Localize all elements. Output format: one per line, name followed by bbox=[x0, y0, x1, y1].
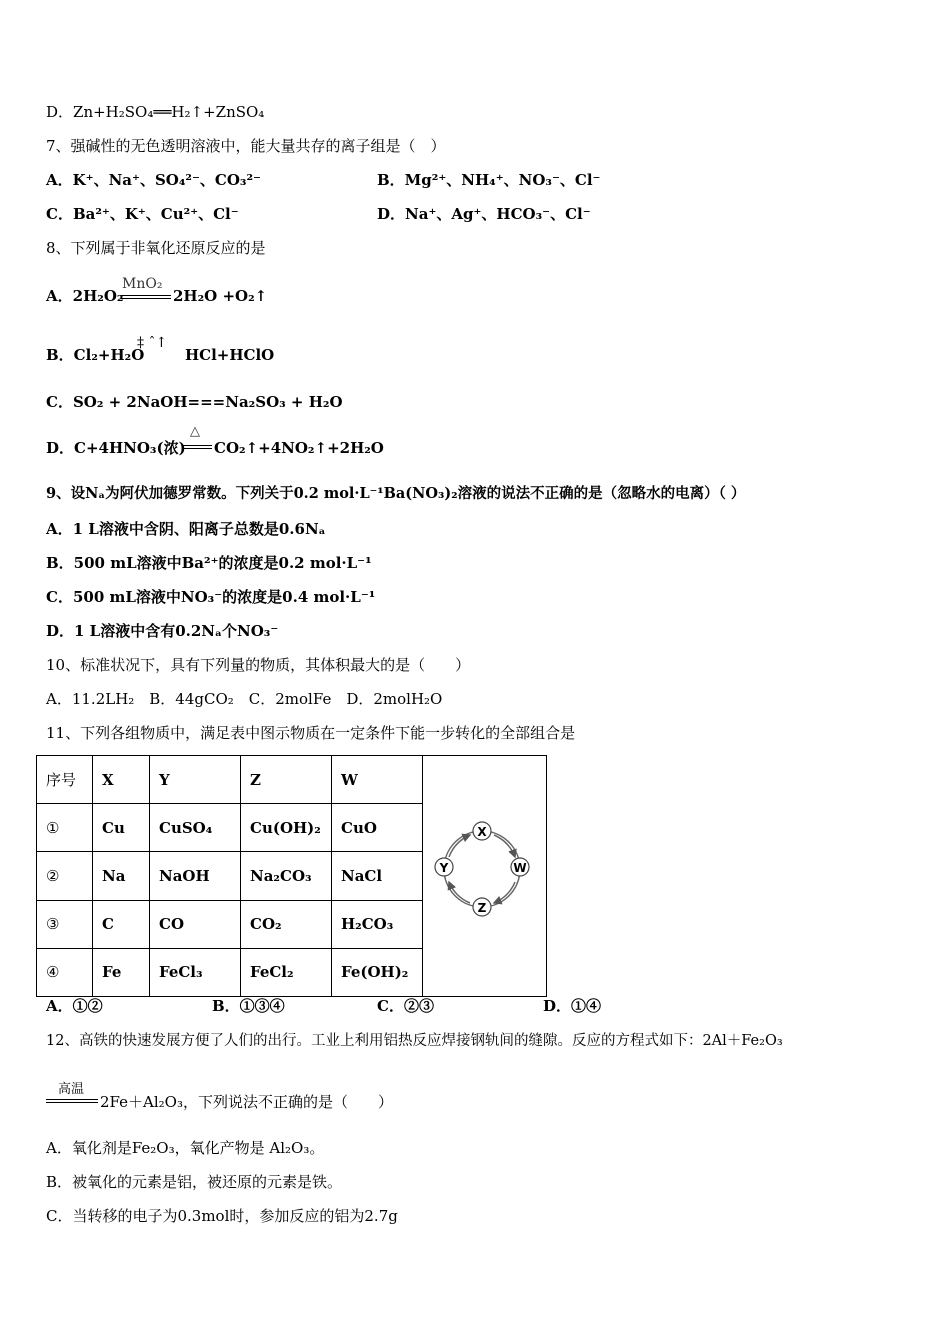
node-z bbox=[473, 898, 491, 916]
q8-b-equilibrium-glyph: ‡ ˆ↑ bbox=[137, 335, 168, 351]
q12-option-a: A．氧化剂是Fe₂O₃，氧化产物是 Al₂O₃。 bbox=[46, 1139, 325, 1157]
q12-option-c: C．当转移的电子为0.3mol时，参加反应的铝为2.7g bbox=[46, 1207, 398, 1225]
table-cell: Cu bbox=[93, 804, 150, 852]
table-cell: H₂CO₃ bbox=[332, 900, 423, 948]
q9-option-d: D．1 L溶液中含有0.2Nₐ个NO₃⁻ bbox=[46, 622, 279, 640]
table-cell: Fe bbox=[93, 948, 150, 996]
q11-stem: 11、下列各组物质中，满足表中图示物质在一定条件下能一步转化的全部组合是 bbox=[46, 724, 576, 742]
q10-stem: 10、标准状况下，具有下列量的物质，其体积最大的是（ ） bbox=[46, 656, 471, 674]
node-x-label: X bbox=[477, 825, 487, 839]
q9-option-b: B．500 mL溶液中Ba²⁺的浓度是0.2 mol·L⁻¹ bbox=[46, 554, 372, 572]
table-cell: Cu(OH)₂ bbox=[241, 804, 332, 852]
q12-stem-line1: 12、高铁的快速发展方便了人们的出行。工业上利用铝热反应焊接钢轨间的缝隙。反应的方程式如下：2Al＋Fe₂O₃ bbox=[46, 1033, 783, 1049]
node-y-label: Y bbox=[439, 861, 449, 875]
q12-condition-high-temp: 高温 bbox=[58, 1082, 85, 1097]
table-cell: Na₂CO₃ bbox=[241, 852, 332, 900]
cycle-diagram bbox=[423, 756, 546, 992]
q11-option-b: B．①③④ bbox=[212, 997, 285, 1015]
q12-stem-line2: 2Fe＋Al₂O₃，下列说法不正确的是（ ） bbox=[100, 1093, 393, 1111]
table-cell: ③ bbox=[37, 900, 93, 948]
q7-option-a: A．K⁺、Na⁺、SO₄²⁻、CO₃²⁻ bbox=[46, 171, 261, 189]
table-cell: C bbox=[93, 900, 150, 948]
table-cell: CuSO₄ bbox=[150, 804, 241, 852]
q11-option-a: A．①② bbox=[46, 997, 103, 1015]
table-header-row bbox=[37, 756, 547, 804]
q11-option-c: C．②③ bbox=[377, 997, 434, 1015]
q8-option-b-left: B．Cl₂+H₂O bbox=[46, 346, 145, 364]
q8-option-d-left: D．C+4HNO₃(浓) bbox=[46, 439, 186, 457]
table-cell: Fe(OH)₂ bbox=[332, 948, 423, 996]
q9-option-c: C．500 mL溶液中NO₃⁻的浓度是0.4 mol·L⁻¹ bbox=[46, 588, 376, 606]
q12-equals-sign bbox=[46, 1099, 98, 1103]
table-cell: Na bbox=[93, 852, 150, 900]
q7-stem: 7、强碱性的无色透明溶液中，能大量共存的离子组是（ ） bbox=[46, 137, 446, 155]
table-cell: ① bbox=[37, 804, 93, 852]
node-w bbox=[511, 858, 529, 876]
node-z-label: Z bbox=[477, 901, 487, 915]
node-y bbox=[435, 858, 453, 876]
q8-option-a-right: 2H₂O +O₂↑ bbox=[173, 287, 268, 305]
q8-d-heat-symbol: △ bbox=[190, 424, 200, 439]
q8-option-a-left: A．2H₂O₂ bbox=[46, 287, 124, 305]
q11-cycle-diagram-cell bbox=[423, 756, 547, 997]
q11-table bbox=[36, 755, 547, 997]
table-header-cell: Y bbox=[150, 756, 241, 804]
table-cell: CO₂ bbox=[241, 900, 332, 948]
q8-option-d-right: CO₂↑+4NO₂↑+2H₂O bbox=[214, 439, 384, 457]
node-w-label: W bbox=[513, 861, 527, 875]
table-cell: FeCl₂ bbox=[241, 948, 332, 996]
table-cell: ② bbox=[37, 852, 93, 900]
table-cell: CuO bbox=[332, 804, 423, 852]
q9-option-a: A．1 L溶液中含阴、阳离子总数是0.6Nₐ bbox=[46, 520, 326, 538]
q10-options: A．11.2LH₂ B．44gCO₂ C．2molFe D．2molH₂O bbox=[46, 690, 443, 708]
table-cell: CO bbox=[150, 900, 241, 948]
table-cell: FeCl₃ bbox=[150, 948, 241, 996]
q12-option-b: B．被氧化的元素是铝，被还原的元素是铁。 bbox=[46, 1173, 343, 1191]
table-header-cell: 序号 bbox=[37, 756, 93, 804]
table-header-cell: X bbox=[93, 756, 150, 804]
q8-d-equals-sign bbox=[182, 445, 212, 449]
table-header-cell: Z bbox=[241, 756, 332, 804]
table-cell: ④ bbox=[37, 948, 93, 996]
q9-stem: 9、设Nₐ为阿伏加德罗常数。下列关于0.2 mol·L⁻¹Ba(NO₃)₂溶液的说法不正确的是（忽略水的电离）（ ） bbox=[46, 485, 746, 502]
q11-option-d: D．①④ bbox=[543, 997, 602, 1015]
node-x bbox=[473, 822, 491, 840]
q8-stem: 8、下列属于非氧化还原反应的是 bbox=[46, 239, 266, 257]
q8-a-catalyst: MnO₂ bbox=[122, 276, 163, 292]
q6-option-d: D．Zn+H₂SO₄══H₂↑+ZnSO₄ bbox=[46, 103, 265, 121]
q8-a-equals-sign bbox=[121, 295, 171, 299]
q7-option-c: C．Ba²⁺、K⁺、Cu²⁺、Cl⁻ bbox=[46, 205, 239, 223]
q7-option-d: D．Na⁺、Ag⁺、HCO₃⁻、Cl⁻ bbox=[377, 205, 591, 223]
table-cell: NaCl bbox=[332, 852, 423, 900]
table-header-cell: W bbox=[332, 756, 423, 804]
q8-option-b-right: HCl+HClO bbox=[185, 346, 275, 364]
q8-option-c: C．SO₂ + 2NaOH===Na₂SO₃ + H₂O bbox=[46, 393, 343, 411]
table-cell: NaOH bbox=[150, 852, 241, 900]
cycle-ring bbox=[444, 831, 520, 907]
q7-option-b: B．Mg²⁺、NH₄⁺、NO₃⁻、Cl⁻ bbox=[377, 171, 601, 189]
